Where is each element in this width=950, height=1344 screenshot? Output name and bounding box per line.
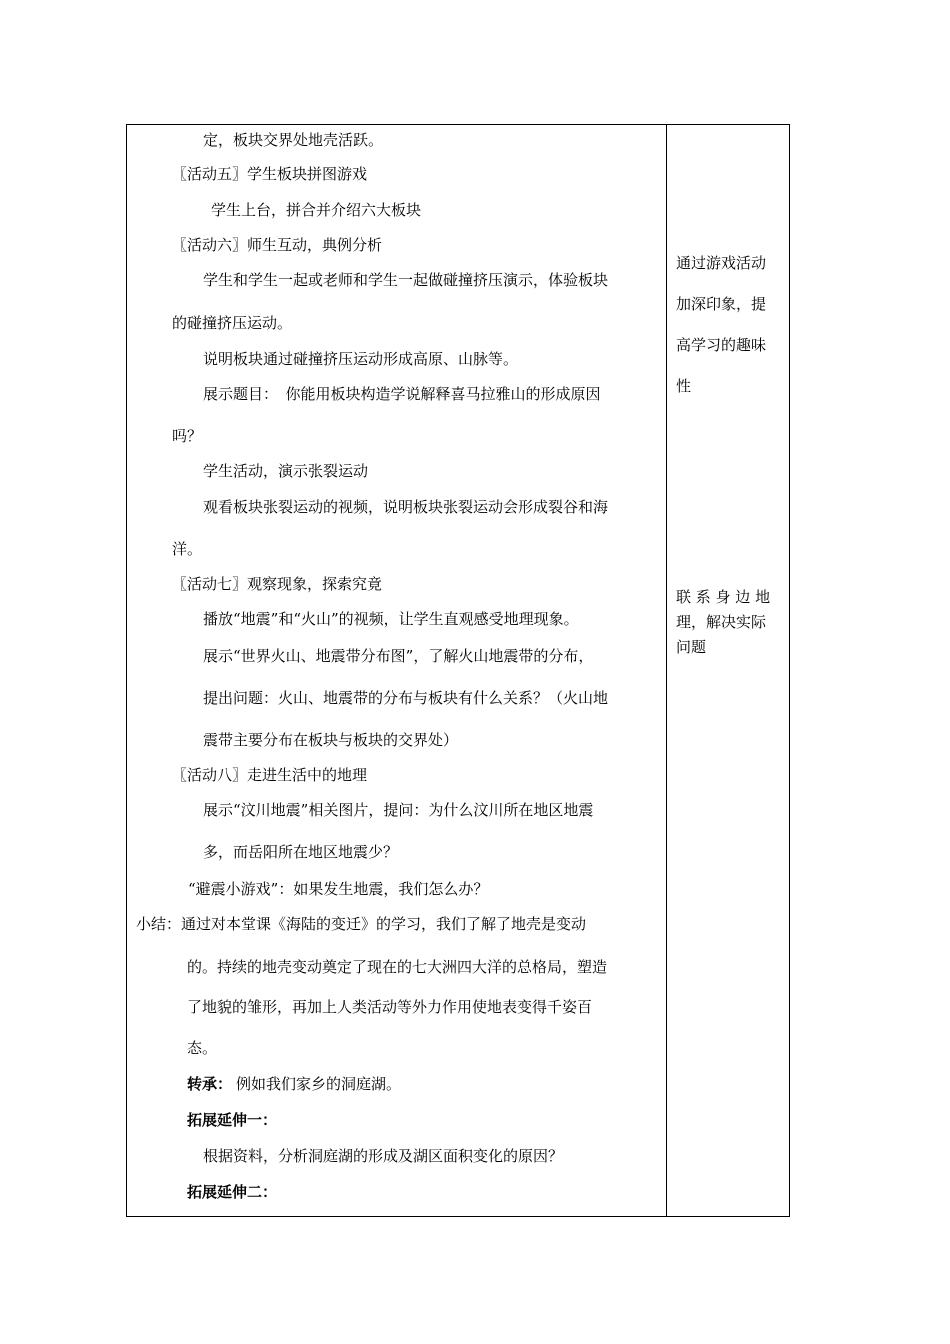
summary-line: 的。持续的地壳变动奠定了现在的七大洲四大洋的总格局，塑造	[187, 958, 608, 976]
text-line: 定，板块交界处地壳活跃。	[203, 131, 384, 149]
text-line: 展示“世界火山、地震带分布图”，了解火山地震带的分布，	[203, 647, 594, 665]
text-line: “避震小游戏”：如果发生地震，我们怎么办？	[188, 880, 489, 898]
text-line: 播放“地震”和“火山”的视频，让学生直观感受地理现象。	[203, 610, 579, 628]
text-line: 提出问题：火山、地震带的分布与板块有什么关系？（火山地	[203, 689, 609, 707]
text-line: 根据资料，分析洞庭湖的形成及湖区面积变化的原因？	[203, 1147, 564, 1165]
extension-one-heading: 拓展延伸一：	[187, 1111, 278, 1129]
side-note-line: 理，解决实际	[676, 613, 767, 631]
transition-label: 转承：	[187, 1075, 233, 1093]
text-line: 说明板块通过碰撞挤压运动形成高原、山脉等。	[203, 350, 519, 368]
text-line: 展示题目： 你能用板块构造学说解释喜马拉雅山的形成原因	[203, 385, 601, 403]
activity-heading: 〖活动七〗观察现象，探索究竟	[172, 575, 383, 593]
text-line: 学生上台，拼合并介绍六大板块	[211, 201, 422, 219]
text-line: 洋。	[172, 540, 203, 558]
summary-line: 了地貌的雏形，再加上人类活动等外力作用使地表变得千姿百	[187, 998, 593, 1016]
text-line: 学生活动，演示张裂运动	[203, 462, 369, 480]
text-line: 多，而岳阳所在地区地震少？	[203, 843, 399, 861]
activity-heading: 〖活动八〗走进生活中的地理	[172, 766, 368, 784]
summary-line: 态。	[187, 1039, 218, 1057]
activity-heading: 〖活动六〗师生互动，典例分析	[172, 236, 383, 254]
side-note-line: 通过游戏活动	[676, 254, 767, 272]
side-note-line: 问题	[676, 638, 707, 656]
text-line: 的碰撞挤压运动。	[172, 314, 293, 332]
column-divider	[666, 124, 667, 1217]
activity-heading: 〖活动五〗学生板块拼图游戏	[172, 165, 368, 183]
text-line: 学生和学生一起或老师和学生一起做碰撞挤压演示，体验板块	[203, 271, 609, 289]
summary-line: 小结：通过对本堂课《海陆的变迁》的学习，我们了解了地壳是变动	[136, 915, 587, 933]
side-note-line: 性	[676, 377, 692, 395]
text-line: 吗？	[172, 427, 203, 445]
transition-text: 例如我们家乡的洞庭湖。	[236, 1075, 402, 1093]
extension-two-heading: 拓展延伸二：	[187, 1183, 278, 1201]
text-line: 展示“汶川地震”相关图片，提问：为什么汶川所在地区地震	[203, 801, 594, 819]
text-line: 观看板块张裂运动的视频，说明板块张裂运动会形成裂谷和海	[203, 498, 609, 516]
side-note-line: 加深印象，提	[676, 295, 767, 313]
text-line: 震带主要分布在板块与板块的交界处）	[203, 731, 459, 749]
side-note-line: 联 系 身 边 地	[676, 588, 771, 606]
side-note-line: 高学习的趣味	[676, 336, 767, 354]
